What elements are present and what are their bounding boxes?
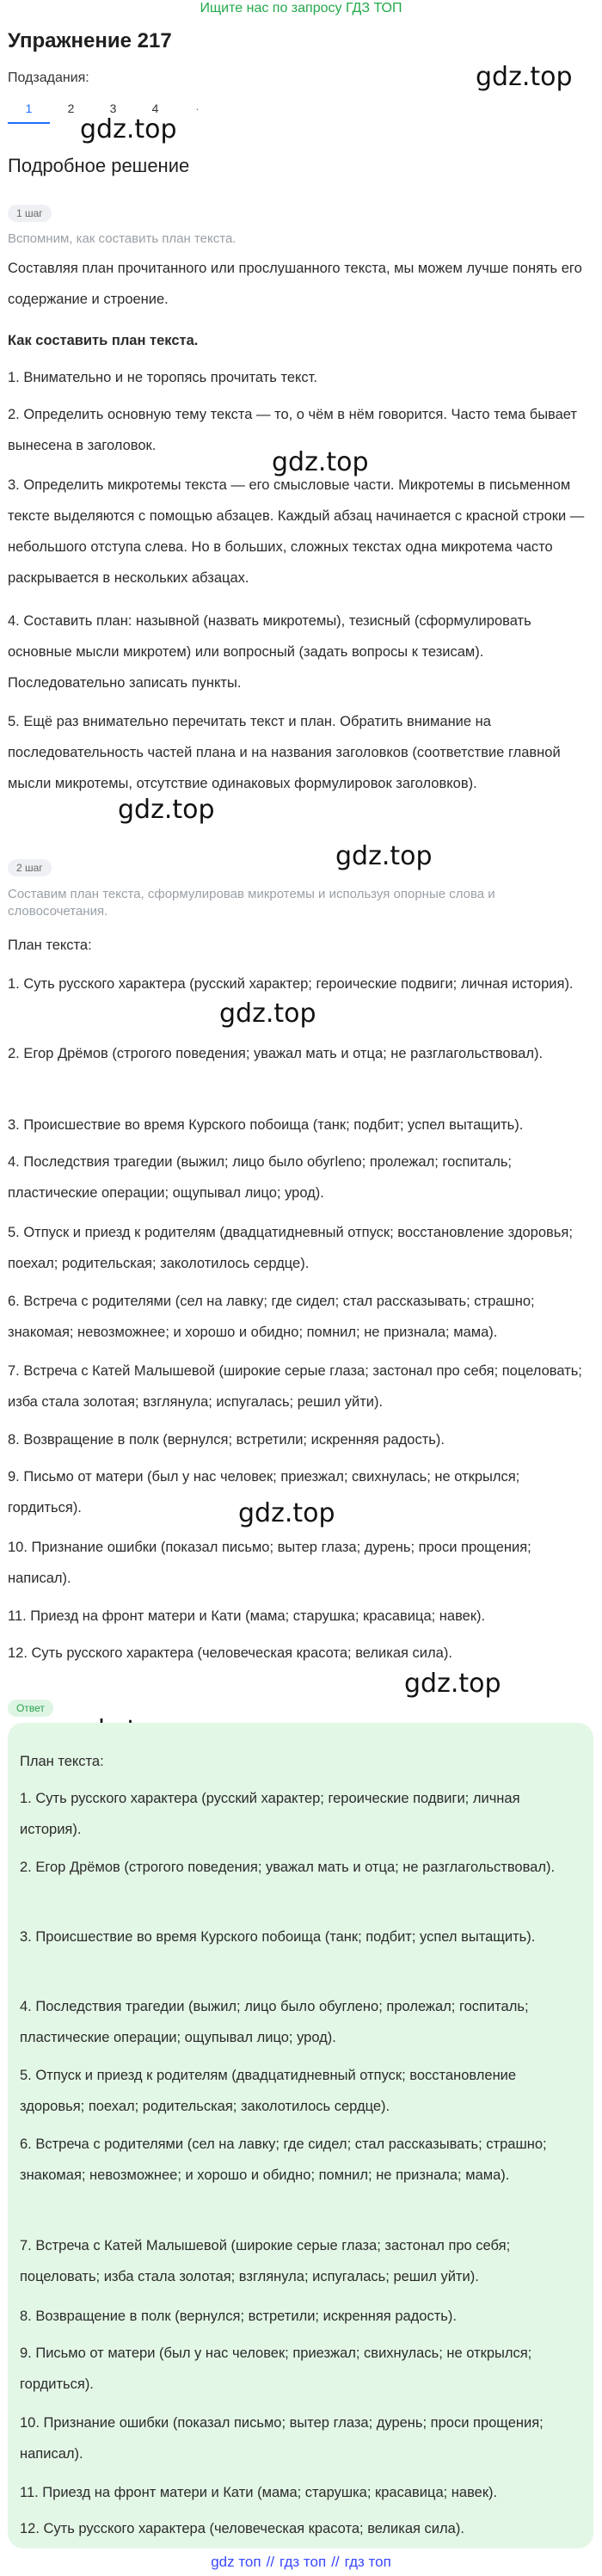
watermark: gdz.top <box>219 999 316 1029</box>
watermark: gdz.top <box>238 1498 335 1528</box>
watermark: gdz.top <box>272 447 369 477</box>
plan-item: 5. Отпуск и приезд к родителям (двадцатидневный отпуск; восстановление здоровья; поехал; родительская; заколотилось сердце). <box>20 2068 517 2114</box>
paragraph: 1. Внимательно и не торопясь прочитать текст. <box>8 370 317 385</box>
footer-separator: // <box>331 2554 340 2570</box>
plan-item: 4. Последствия трагедии (выжил; лицо было обуглено; пролежал; госпиталь; пластические операции; ощупывал лицо; урод). <box>20 1999 529 2045</box>
paragraph-heading: Как составить план текста. <box>8 333 199 348</box>
plan-item: 4. Последствия трагедии (выжил; лицо было обугleno; пролежал; госпиталь; пластические операции; ощупывал лицо; урод). <box>8 1154 512 1201</box>
step-hint: Вспомним, как составить план текста. <box>8 231 236 246</box>
plan-item: 12. Суть русского характера (человеческая красота; великая сила). <box>8 1645 452 1661</box>
plan-item: 6. Встреча с родителями (сел на лавку; где сидел; стал рассказывать; страшно; знакомая; невозможнее; и хорошо и обидно; помнил; не признала; мама). <box>20 2136 547 2183</box>
paragraph: План текста: <box>20 1754 104 1769</box>
plan-item: 1. Суть русского характера (русский характер; героические подвиги; личная история). <box>20 1791 520 1837</box>
step-hint: Составим план текста, сформулировав микротемы и используя опорные слова и словосочетания. <box>8 887 495 919</box>
plan-item: 1. Суть русского характера (русский характер; героические подвиги; личная история). <box>8 976 574 992</box>
watermark: gdz.top <box>476 62 573 92</box>
plan-item: 7. Встреча с Катей Малышевой (широкие серые глаза; застонал про себя; поцеловать; изба стала золотая; взглянула; испугалась; решил уйти). <box>8 1363 582 1410</box>
footer-separator: // <box>266 2554 275 2570</box>
plan-item: 10. Признание ошибки (показал письмо; вытер глаза; дурень; проси прощения; написал). <box>8 1540 531 1586</box>
page-title: Упражнение 217 <box>8 29 172 52</box>
tab-more[interactable]: · <box>195 101 200 115</box>
plan-item: 8. Возвращение в полк (вернулся; встретили; искренняя радость). <box>8 1432 445 1448</box>
plan-item: 5. Отпуск и приезд к родителям (двадцатидневный отпуск; восстановление здоровья; поехал; родительская; заколотилось сердце). <box>8 1225 573 1271</box>
plan-item: 11. Приезд на фронт матери и Кати (мама; старушка; красавица; навек). <box>8 1608 486 1624</box>
plan-item: 3. Происшествие во время Курского побоища (танк; подбит; успел вытащить). <box>20 1929 536 1945</box>
watermark: gdz.top <box>335 841 433 871</box>
footer-links <box>0 2551 602 2576</box>
plan-item: 9. Письмо от матери (был у нас человек; приезжал; свихнулась; не открылся; гордиться). <box>8 1469 520 1515</box>
watermark: gdz.top <box>118 795 215 825</box>
plan-item: 12. Суть русского характера (человеческая красота; великая сила). <box>20 2521 464 2536</box>
tab-subtask-3[interactable]: 3 <box>109 101 117 115</box>
tab-subtask-2[interactable]: 2 <box>67 101 75 115</box>
paragraph: 5. Ещё раз внимательно перечитать текст и план. Обратить внимание на последовательность частей плана и на названия заголовков (соответствие главной мысли микротемы, отсутствие одинаковых формулировок заголовков). <box>8 714 561 791</box>
footer-link[interactable]: gdz топ <box>211 2554 261 2570</box>
answer-badge: Ответ <box>8 1700 53 1717</box>
paragraph: 2. Определить основную тему текста — то, о чём в нём говорится. Часто тема бывает вынесена в заголовок. <box>8 407 577 453</box>
tab-subtask-1[interactable]: 1 <box>8 95 50 124</box>
subtasks-label: Подзадания: <box>8 71 89 85</box>
watermark: gdz.top <box>80 114 177 144</box>
plan-item: 8. Возвращение в полк (вернулся; встретили; искренняя радость). <box>20 2309 457 2324</box>
paragraph: 4. Составить план: назывной (назвать микротемы), тезисный (сформулировать основные мысли микротем) или вопросный (задать вопросы к тезисам). Последовательно записать пункты. <box>8 613 531 691</box>
step-badge: 2 шаг <box>8 859 52 876</box>
section-heading: Подробное решение <box>8 155 190 176</box>
plan-item: 6. Встреча с родителями (сел на лавку; где сидел; стал рассказывать; страшно; знакомая; невозможнее; и хорошо и обидно; помнил; не признала; мама). <box>8 1294 535 1340</box>
plan-item: 11. Приезд на фронт матери и Кати (мама; старушка; красавица; навек). <box>20 2485 498 2500</box>
watermark: gdz.top <box>404 1669 501 1699</box>
plan-item: 9. Письмо от матери (был у нас человек; приезжал; свихнулась; не открылся; гордиться). <box>20 2345 532 2392</box>
step-badge: 1 шаг <box>8 205 52 222</box>
paragraph: 3. Определить микротемы текста — его смысловые части. Микротемы в письменном тексте выделяются с помощью абзацев. Каждый абзац начинается с красной строки — небольшого отступа слева. Но в больших, сложных текстах одна микротема часто раскрывается в нескольких абзацах. <box>8 477 585 586</box>
tab-subtask-4[interactable]: 4 <box>151 101 159 115</box>
footer-link[interactable]: гдз топ <box>280 2554 327 2570</box>
plan-item: 3. Происшествие во время Курского побоища (танк; подбит; успел вытащить). <box>8 1117 524 1133</box>
paragraph: План текста: <box>8 938 92 953</box>
plan-item: 2. Егор Дрёмов (строгого поведения; уважал мать и отца; не разглагольствовал). <box>8 1046 544 1061</box>
footer-link[interactable]: гдз топ <box>344 2554 391 2570</box>
plan-item: 7. Встреча с Катей Малышевой (широкие серые глаза; застонал про себя; поцеловать; изба стала золотая; взглянула; испугалась; решил уйти). <box>20 2238 511 2284</box>
plan-item: 2. Егор Дрёмов (строгого поведения; уважал мать и отца; не разглагольствовал). <box>20 1860 556 1875</box>
paragraph: Составляя план прочитанного или прослушанного текста, мы можем лучше понять его содержание и строение. <box>8 261 582 307</box>
search-banner[interactable]: Ищите нас по запросу ГДЗ ТОП <box>200 1 402 15</box>
plan-item: 10. Признание ошибки (показал письмо; вытер глаза; дурень; проси прощения; написал). <box>20 2415 544 2462</box>
